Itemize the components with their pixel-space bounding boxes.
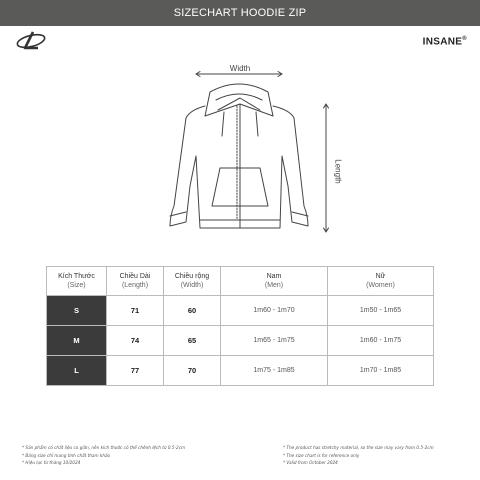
page-title: SIZECHART HOODIE ZIP bbox=[173, 7, 307, 19]
women-cell: 1m60 - 1m75 bbox=[328, 326, 434, 356]
length-cell: 71 bbox=[107, 296, 164, 326]
header-length: Chiều Dài (Length) bbox=[107, 267, 164, 296]
women-cell: 1m50 - 1m65 bbox=[328, 296, 434, 326]
note-line: * Bảng size chỉ mang tính chất tham khảo bbox=[22, 452, 111, 458]
table-row bbox=[47, 326, 434, 356]
men-cell: 1m65 - 1m75 bbox=[221, 326, 328, 356]
women-cell: 1m70 - 1m85 bbox=[328, 356, 434, 386]
note-line: * Sản phẩm có chất liệu co giãn, nên kích thước có thể chênh lệch từ 0.5-2cm bbox=[22, 445, 186, 450]
notes-vietnamese bbox=[22, 444, 185, 467]
width-cell: 70 bbox=[164, 356, 221, 386]
title-bar bbox=[0, 0, 480, 26]
size-cell: M bbox=[47, 326, 107, 356]
notes-english bbox=[283, 444, 434, 467]
length-label: Length bbox=[333, 159, 343, 184]
length-cell: 74 bbox=[107, 326, 164, 356]
table-row bbox=[47, 296, 434, 326]
note-line: * The size chart is for reference only bbox=[283, 452, 360, 458]
table-row bbox=[47, 356, 434, 386]
insane-logo-icon bbox=[14, 31, 48, 51]
note-line: * Valid from October 2024 bbox=[283, 460, 338, 465]
size-cell: L bbox=[47, 356, 107, 386]
header-size: Kích Thước (Size) bbox=[47, 267, 107, 296]
note-line: * The product has stretchy material, so the size may vary from 0.5-2cm bbox=[283, 445, 434, 450]
size-table bbox=[46, 266, 434, 386]
header-width: Chiều rộng (Width) bbox=[164, 267, 221, 296]
width-label: Width bbox=[229, 64, 251, 73]
length-cell: 77 bbox=[107, 356, 164, 386]
header-men: Nam (Men) bbox=[221, 267, 328, 296]
header-women: Nữ (Women) bbox=[328, 267, 434, 296]
size-cell: S bbox=[47, 296, 107, 326]
men-cell: 1m60 - 1m70 bbox=[221, 296, 328, 326]
table-header-row bbox=[47, 267, 434, 296]
men-cell: 1m75 - 1m85 bbox=[221, 356, 328, 386]
width-cell: 65 bbox=[164, 326, 221, 356]
width-cell: 60 bbox=[164, 296, 221, 326]
hoodie-diagram bbox=[160, 56, 350, 242]
note-line: * Hiệu lực từ tháng 10/2024 bbox=[22, 460, 81, 465]
brand-name: INSANE® bbox=[422, 36, 467, 48]
